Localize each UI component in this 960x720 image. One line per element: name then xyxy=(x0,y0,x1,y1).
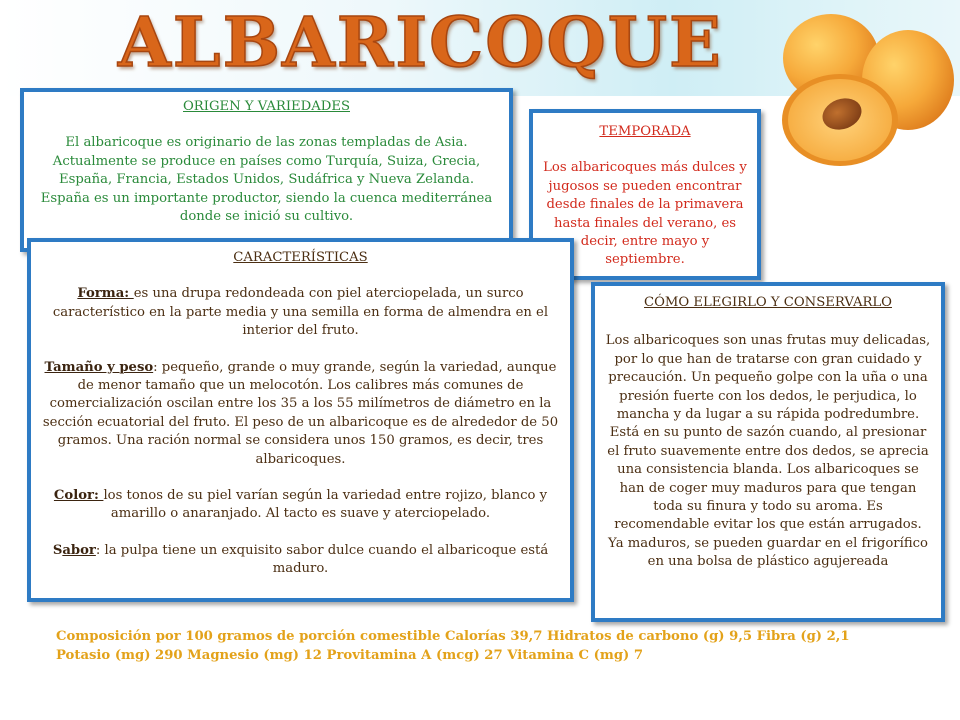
color-paragraph xyxy=(41,487,560,524)
color-label: Color: xyxy=(53,488,104,504)
nutrition-footer xyxy=(56,627,936,665)
shape-text: es una drupa redondeada con piel aterciopelada, un surco característico en la parte media y una semilla en forma de almendra en el interior del fruto. xyxy=(52,286,549,339)
characteristics-panel xyxy=(27,238,574,602)
origin-heading: ORIGEN Y VARIEDADES xyxy=(183,99,350,114)
flavor-paragraph xyxy=(41,542,560,579)
page-title: ALBARICOQUE xyxy=(118,3,723,83)
origin-text: El albaricoque es originario de las zonas templadas de Asia. Actualmente se produce en países como Turquía, Suiza, Grecia, España, Francia, Estados Unidos, Sudáfrica y Nueva Zelanda. España es un importante productor, siendo la cuenca mediterránea donde se inició su cultivo. xyxy=(40,135,493,225)
selection-heading: CÓMO ELEGIRLO Y CONSERVARLO xyxy=(644,295,892,310)
selection-panel xyxy=(591,282,945,622)
flavor-text: : la pulpa tiene un exquisito sabor dulce cuando el albaricoque está maduro. xyxy=(95,542,549,577)
characteristics-heading: CARACTERÍSTICAS xyxy=(233,250,368,265)
selection-text: Los albaricoques son unas frutas muy delicadas, por lo que han de tratarse con gran cuidado y precaución. Un pequeño golpe con la uña o una presión fuerte con los dedos, le perjudica, lo mancha y da lugar a su rápida podredumbre. Está en su punto de sazón cuando, al presionar el fruto suavemente entre dos dedos, se aprecia una consistencia blanda. Los albaricoques se han de coger muy maduros para que tengan toda su finura y todo su aroma. Es recomendable evitar los que están arrugados. Ya maduros, se pueden guardar en el frigorífico en una bolsa de plástico agujereada xyxy=(605,333,931,570)
nutrition-line-2: Potasio (mg) 290 Magnesio (mg) 12 Provitamina A (mcg) 27 Vitamina C (mg) 7 xyxy=(56,648,644,663)
size-text: : pequeño, grande o muy grande, según la variedad, aunque de menor tamaño que un melocotón. Los calibres más comunes de comercialización oscilan entre los 35 a los 55 milímetros de diámetro en la sección ecuatorial del fruto. El peso de un albaricoque es de alrededor de 50 gramos. Una ración normal se considera unos 150 gramos, es decir, tres albaricoques. xyxy=(42,359,559,467)
flavor-label-initial: S xyxy=(52,542,63,558)
shape-paragraph xyxy=(41,285,560,340)
nutrition-line-1: Composición por 100 gramos de porción comestible Calorías 39,7 Hidratos de carbono (g) 9,5 Fibra (g) 2,1 xyxy=(56,629,850,644)
season-text: Los albaricoques más dulces y jugosos se pueden encontrar desde finales de la primavera hasta finales del verano, es decir, entre mayo y septiembre. xyxy=(543,160,747,268)
size-paragraph xyxy=(41,359,560,469)
color-text: los tonos de su piel varían según la variedad entre rojizo, blanco y amarillo o anaranjado. Al tacto es suave y aterciopelado. xyxy=(103,488,548,522)
origin-panel xyxy=(20,88,513,252)
size-label: Tamaño y peso xyxy=(44,359,154,375)
season-heading: TEMPORADA xyxy=(599,124,691,139)
shape-label: Forma: xyxy=(77,286,134,302)
apricot-image xyxy=(776,8,956,170)
flavor-label: abor xyxy=(62,542,96,558)
